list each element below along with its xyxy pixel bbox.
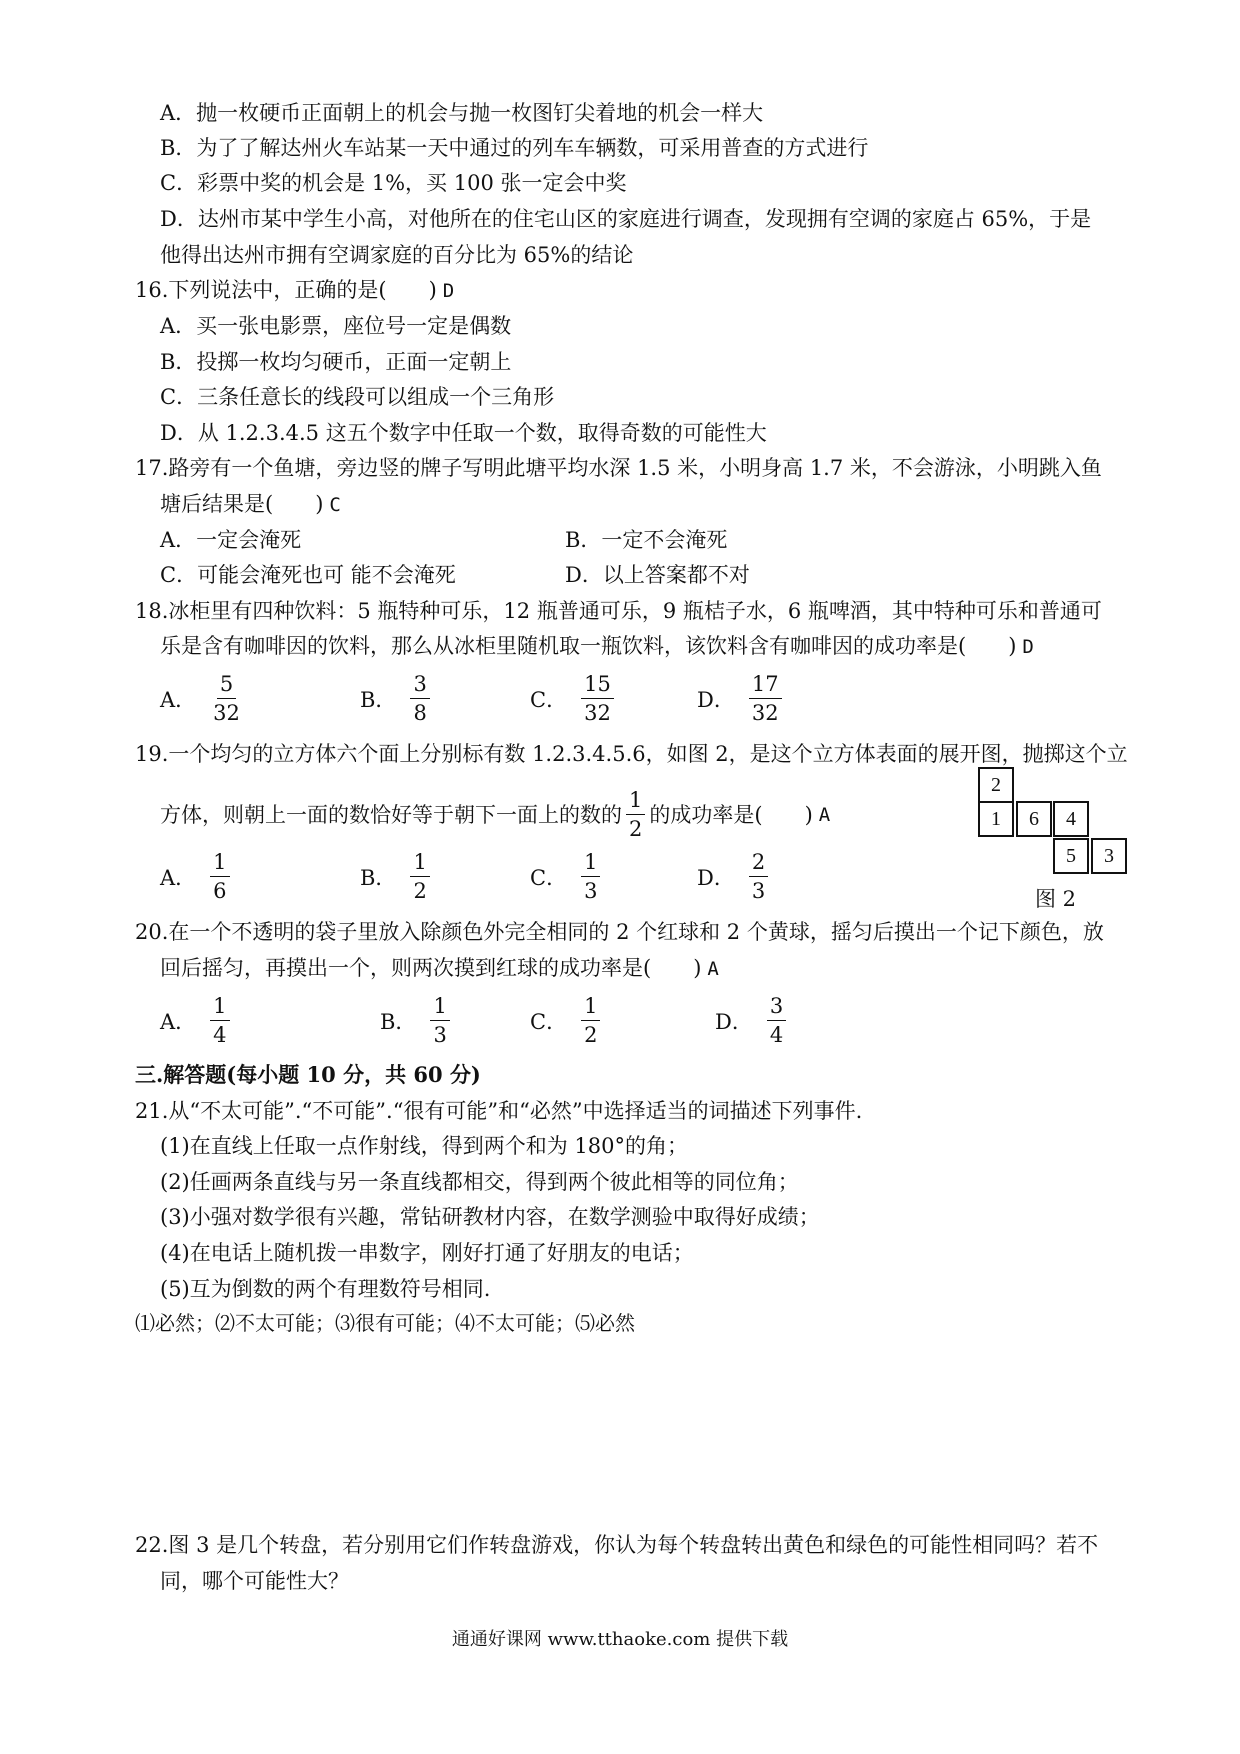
q18-option-d (697, 670, 782, 727)
q21-item-4: (4)在电话上随机拨一串数字，刚好打通了好朋友的电话； (160, 1241, 694, 1265)
q17-stem-line1: 17.路旁有一个鱼塘，旁边竖的牌子写明此塘平均水深 1.5 米，小明身高 1.7 米，不会游泳，小明跳入鱼 (135, 456, 1102, 480)
q15-option-c: C．彩票中奖的机会是 1%，买 100 张一定会中奖 (160, 171, 627, 195)
fraction (410, 848, 429, 905)
q20-stem-line2 (160, 953, 719, 984)
denominator: 8 (413, 701, 427, 725)
q18-stem-text: 乐是含有咖啡因的饮料，那么从冰柜里随机取一瓶饮料，该饮料含有咖啡因的成功率是( ) (160, 634, 1017, 658)
q21-answer: ⑴必然；⑵不太可能；⑶很有可能；⑷不太可能；⑸必然 (135, 1311, 635, 1335)
numerator: 5 (217, 670, 236, 699)
option-label: A． (160, 865, 197, 890)
numerator: 1 (626, 786, 645, 815)
numerator: 2 (749, 848, 768, 877)
option-label: A． (160, 687, 197, 712)
q19-option-b (360, 848, 430, 905)
q19-option-c (530, 848, 600, 905)
q21-item-2: (2)任画两条直线与另一条直线都相交，得到两个彼此相等的同位角； (160, 1170, 799, 1194)
q15-option-d-line2: 他得出达州市拥有空调家庭的百分比为 65%的结论 (160, 243, 634, 267)
option-label: C． (530, 687, 568, 712)
q16-option-c: C．三条任意长的线段可以组成一个三角形 (160, 385, 555, 409)
option-label: D． (715, 1009, 753, 1034)
net-cell: 2 (978, 767, 1014, 803)
q16-option-b: B．投掷一枚均匀硬币，正面一定朝上 (160, 350, 512, 374)
option-label: D． (697, 865, 735, 890)
q15-option-d-line1: D．达州市某中学生小高，对他所在的住宅山区的家庭进行调查，发现拥有空调的家庭占 65%，于是 (160, 207, 1092, 231)
denominator: 2 (584, 1023, 598, 1047)
denominator: 3 (584, 879, 598, 903)
q16-stem (135, 275, 454, 306)
numerator: 1 (210, 848, 229, 877)
numerator: 1 (410, 848, 429, 877)
fraction (430, 992, 449, 1049)
numerator: 3 (410, 670, 429, 699)
numerator: 1 (581, 848, 600, 877)
q17-option-b: B．一定不会淹死 (565, 528, 728, 552)
q21-item-5: (5)互为倒数的两个有理数符号相同. (160, 1277, 491, 1301)
q19-option-a (160, 848, 230, 905)
option-label: C． (530, 865, 568, 890)
q20-stem-text: 回后摇匀，再摸出一个，则两次摸到红球的成功率是( ) (160, 956, 702, 980)
q19-answer: A (818, 803, 831, 826)
q22-stem-line2: 同，哪个可能性大？ (160, 1569, 349, 1593)
fraction (581, 670, 614, 727)
numerator: 1 (581, 992, 600, 1021)
q20-option-d (715, 992, 786, 1049)
q20-option-b (380, 992, 450, 1049)
q17-option-a: A．一定会淹死 (160, 528, 302, 552)
denominator: 32 (584, 701, 611, 725)
denominator: 6 (213, 879, 227, 903)
q16-option-a: A．买一张电影票，座位号一定是偶数 (160, 314, 512, 338)
denominator: 4 (213, 1023, 227, 1047)
denominator: 2 (629, 817, 643, 841)
option-label: B． (360, 687, 397, 712)
numerator: 15 (581, 670, 614, 699)
q22-stem-line1: 22.图 3 是几个转盘，若分别用它们作转盘游戏，你认为每个转盘转出黄色和绿色的可能性相同吗？若不 (135, 1533, 1099, 1557)
q17-option-d: D．以上答案都不对 (565, 563, 750, 587)
denominator: 4 (769, 1023, 784, 1047)
net-cell: 6 (1016, 801, 1052, 837)
q19-stem-post: 的成功率是( ) (649, 802, 813, 827)
q17-stem-text: 塘后结果是( ) (160, 492, 324, 516)
q20-option-c (530, 992, 600, 1049)
net-cell: 4 (1053, 801, 1089, 837)
q21-item-1: (1)在直线上任取一点作射线，得到两个和为 180°的角； (160, 1134, 689, 1158)
numerator: 3 (767, 992, 786, 1021)
numerator: 1 (430, 992, 449, 1021)
denominator: 32 (751, 701, 779, 725)
q18-stem-line2 (160, 631, 1034, 662)
fraction (210, 848, 229, 905)
q16-stem-text: 16.下列说法中，正确的是( ) (135, 278, 437, 302)
q16-option-d: D．从 1.2.3.4.5 这五个数字中任取一个数，取得奇数的可能性大 (160, 421, 767, 445)
fraction (767, 992, 786, 1049)
q17-option-c: C．可能会淹死也可 能不会淹死 (160, 563, 456, 587)
q15-option-a: A．抛一枚硬币正面朝上的机会与抛一枚图钉尖着地的机会一样大 (160, 101, 764, 125)
section-heading: 三.解答题(每小题 10 分，共 60 分) (135, 1062, 481, 1087)
q19-option-d (697, 848, 768, 905)
figure-caption: 图 2 (1035, 887, 1077, 911)
q16-answer: D (442, 280, 455, 302)
q17-answer: C (329, 494, 341, 516)
q20-answer: A (707, 958, 719, 980)
fraction (210, 992, 229, 1049)
q20-option-a (160, 992, 230, 1049)
q19-stem-fraction (626, 786, 645, 843)
option-label: C． (530, 1009, 568, 1034)
q20-stem-line1: 20.在一个不透明的袋子里放入除颜色外完全相同的 2 个红球和 2 个黄球，摇匀后摸出一个记下颜色，放 (135, 920, 1104, 944)
net-cell: 3 (1091, 838, 1127, 874)
q15-option-b: B．为了了解达州火车站某一天中通过的列车车辆数，可采用普查的方式进行 (160, 136, 869, 160)
fraction (410, 670, 429, 727)
q18-option-a (160, 670, 243, 727)
q19-stem-pre: 方体，则朝上一面的数恰好等于朝下一面上的数的 (160, 802, 622, 827)
page-footer: 通通好课网 www.tthaoke.com 提供下载 (451, 1629, 789, 1650)
fraction (581, 848, 600, 905)
net-cell: 5 (1053, 838, 1089, 874)
fraction (749, 670, 782, 727)
q18-stem-line1: 18.冰柜里有四种饮料：5 瓶特种可乐，12 瓶普通可乐，9 瓶桔子水，6 瓶啤酒，其中特种可乐和普通可 (135, 599, 1102, 623)
option-label: D． (697, 687, 735, 712)
q19-stem-line2 (160, 786, 830, 843)
q18-option-c (530, 670, 614, 727)
q17-stem-line2 (160, 489, 341, 520)
fraction (581, 992, 600, 1049)
option-label: B． (360, 865, 397, 890)
net-cell: 1 (978, 801, 1014, 837)
q21-stem: 21.从“不太可能”.“不可能”.“很有可能”和“必然”中选择适当的词描述下列事件. (135, 1099, 863, 1123)
numerator: 1 (210, 992, 229, 1021)
denominator: 2 (413, 879, 427, 903)
option-label: A． (160, 1009, 197, 1034)
denominator: 3 (433, 1023, 447, 1047)
q21-item-3: (3)小强对数学很有兴趣，常钻研教材内容，在数学测验中取得好成绩； (160, 1205, 820, 1229)
q18-option-b (360, 670, 430, 727)
denominator: 32 (213, 701, 240, 725)
fraction (749, 848, 768, 905)
q19-stem-line1: 19.一个均匀的立方体六个面上分别标有数 1.2.3.4.5.6，如图 2，是这个立方体表面的展开图，抛掷这个立 (135, 742, 1128, 766)
fraction (210, 670, 243, 727)
option-label: B． (380, 1009, 417, 1034)
numerator: 17 (749, 670, 782, 699)
denominator: 3 (751, 879, 766, 903)
q18-answer: D (1022, 636, 1034, 658)
